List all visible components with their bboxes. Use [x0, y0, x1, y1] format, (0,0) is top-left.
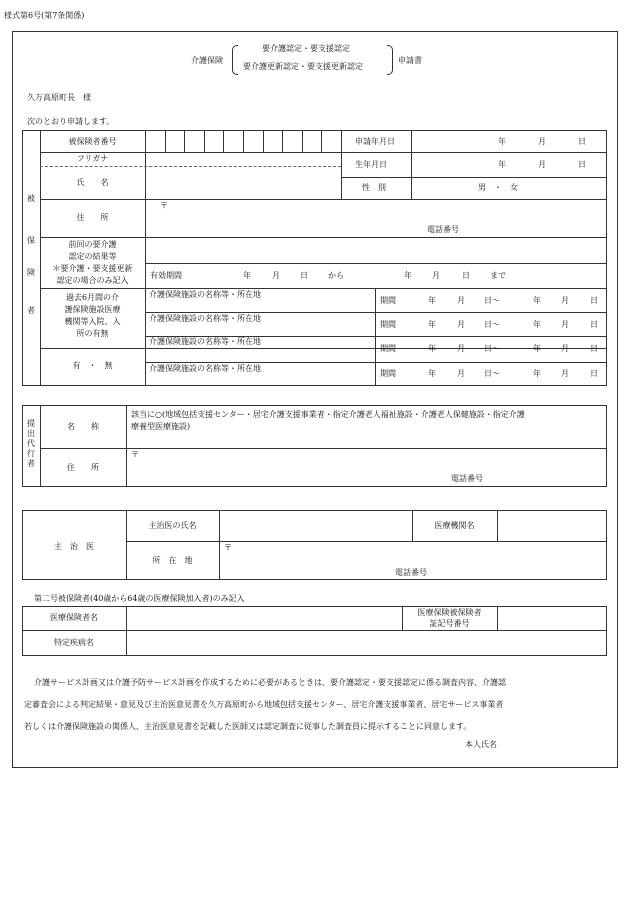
- sex-options: 男 ・ 女: [478, 183, 518, 192]
- insured-side-char: 保: [27, 236, 35, 245]
- title-suffix: 申請書: [398, 56, 422, 65]
- prev-result-label: 前回の要介護 認定の結果等 ＊要介護・要支援更新 認定の場合のみ記入: [52, 240, 133, 285]
- insured-side-char: 被: [27, 194, 35, 203]
- validity-month: 月: [272, 271, 280, 280]
- birth-date-label: 生年月日: [355, 160, 387, 169]
- form-number: 様式第6号(第7条関係): [4, 11, 85, 20]
- validity-from: から: [328, 271, 344, 280]
- furigana-label: フリガナ: [76, 154, 109, 163]
- consent-paragraph: 介護サービス計画又は介護予防サービス計画を作成するために必要があるときは、要介護認定・要支援認定に係る調査内容、介護認 定審査会による判定結果・意見及び主治医意見書を久万高原町から地域包括支援センター、居宅介護支援事業者、居宅サービス事業者 若しくは介護保険施設の関係人、主治医意見書を記載した医師又は認定調査に従事した調査員に提示することに同意します。: [24, 678, 506, 731]
- second-insured-heading: 第二号被保険者(40歳から64歳の医療保険加入者)のみ記入: [34, 594, 245, 603]
- addressee: 久万高原町長 様: [27, 93, 91, 102]
- insured-number-label: 被保険者番号: [68, 137, 117, 146]
- period-end-month: 月: [561, 296, 569, 305]
- birth-day: 日: [578, 160, 586, 169]
- agent-postal-mark: 〒: [131, 450, 139, 459]
- insured-side-char: 者: [27, 306, 35, 315]
- facility-name-label: 介護保険施設の名称等・所在地: [149, 314, 261, 323]
- cert-number-label: 医療保険被保険者 証記号番号: [417, 608, 482, 628]
- agent-address-label: 住 所: [67, 463, 99, 472]
- validity-end-month: 月: [432, 271, 440, 280]
- period-end-day: 日: [590, 369, 598, 378]
- validity-end-year: 年: [404, 271, 412, 280]
- facility-period-label: 期間: [380, 296, 396, 305]
- period-day-tilde: 日～: [484, 344, 500, 353]
- agent-name-label: 名 称: [67, 422, 99, 431]
- period-end-month: 月: [561, 320, 569, 329]
- facility-presence-options: 有 ・ 無: [72, 361, 113, 370]
- apply-day: 日: [578, 137, 586, 146]
- period-end-day: 日: [590, 344, 598, 353]
- insurer-name-label: 医療保険者名: [50, 613, 98, 622]
- period-end-day: 日: [590, 320, 598, 329]
- apply-year: 年: [498, 137, 506, 146]
- agent-type-note: 該当に○(地域包括支援センター・居宅介護支援事業者・指定介護老人福祉施設・介護老人保健施設・指定介護 療養型医療施設): [131, 410, 525, 431]
- title-right-brace: [387, 45, 393, 75]
- facility-question: 過去6月間の介 護保険施設医療 機関等入院、入 所の有無: [64, 293, 121, 338]
- apply-date-label: 申請年月日: [355, 137, 395, 146]
- doctor-location-label: 所 在 地: [152, 556, 193, 565]
- institution-label: 医療機関名: [434, 521, 475, 530]
- birth-year: 年: [498, 160, 506, 169]
- postal-mark: 〒: [160, 201, 168, 210]
- doctor-phone-label: 電話番号: [395, 568, 427, 577]
- period-month: 月: [457, 369, 465, 378]
- period-end-month: 月: [561, 344, 569, 353]
- apply-month: 月: [538, 137, 546, 146]
- address-label: 住 所: [76, 213, 109, 222]
- period-month: 月: [457, 296, 465, 305]
- birth-month: 月: [538, 160, 546, 169]
- intro-text: 次のとおり申請します。: [27, 117, 115, 126]
- period-end-year: 年: [533, 369, 541, 378]
- period-day-tilde: 日～: [484, 369, 500, 378]
- period-year: 年: [428, 344, 436, 353]
- doctor-label: 主 治 医: [54, 542, 94, 551]
- period-day-tilde: 日～: [484, 296, 500, 305]
- doctor-postal-mark: 〒: [224, 543, 232, 552]
- facility-period-label: 期間: [380, 320, 396, 329]
- agent-side-label: 提 出 代 行 者: [27, 419, 35, 468]
- period-end-year: 年: [533, 320, 541, 329]
- facility-period-label: 期間: [380, 344, 396, 353]
- period-end-day: 日: [590, 296, 598, 305]
- period-end-month: 月: [561, 369, 569, 378]
- name-label: 氏 名: [76, 178, 109, 187]
- insured-side-char: 険: [27, 268, 35, 277]
- validity-until: まで: [490, 271, 506, 280]
- facility-period-label: 期間: [380, 369, 396, 378]
- period-month: 月: [457, 344, 465, 353]
- sex-label: 性 別: [362, 183, 386, 192]
- title-left-brace: [232, 45, 238, 75]
- validity-label: 有効期間: [150, 271, 182, 280]
- title-option-2: 要介護更新認定・要支援更新認定: [243, 62, 363, 71]
- period-year: 年: [428, 296, 436, 305]
- facility-name-label: 介護保険施設の名称等・所在地: [149, 364, 261, 373]
- period-year: 年: [428, 369, 436, 378]
- validity-year: 年: [243, 271, 251, 280]
- validity-end-day: 日: [462, 271, 470, 280]
- facility-name-label: 介護保険施設の名称等・所在地: [149, 290, 261, 299]
- period-end-year: 年: [533, 344, 541, 353]
- validity-day: 日: [300, 271, 308, 280]
- period-year: 年: [428, 320, 436, 329]
- period-end-year: 年: [533, 296, 541, 305]
- title-option-1: 要介護認定・要支援認定: [262, 44, 350, 53]
- period-day-tilde: 日～: [484, 320, 500, 329]
- period-month: 月: [457, 320, 465, 329]
- title-prefix: 介護保険: [191, 56, 223, 65]
- doctor-name-label: 主治医の氏名: [148, 521, 197, 530]
- facility-name-label: 介護保険施設の名称等・所在地: [149, 337, 261, 346]
- agent-phone-label: 電話番号: [451, 474, 483, 483]
- signature-label: 本人氏名: [465, 740, 497, 749]
- specific-disease-label: 特定疾病名: [54, 638, 94, 647]
- phone-label: 電話番号: [427, 225, 459, 234]
